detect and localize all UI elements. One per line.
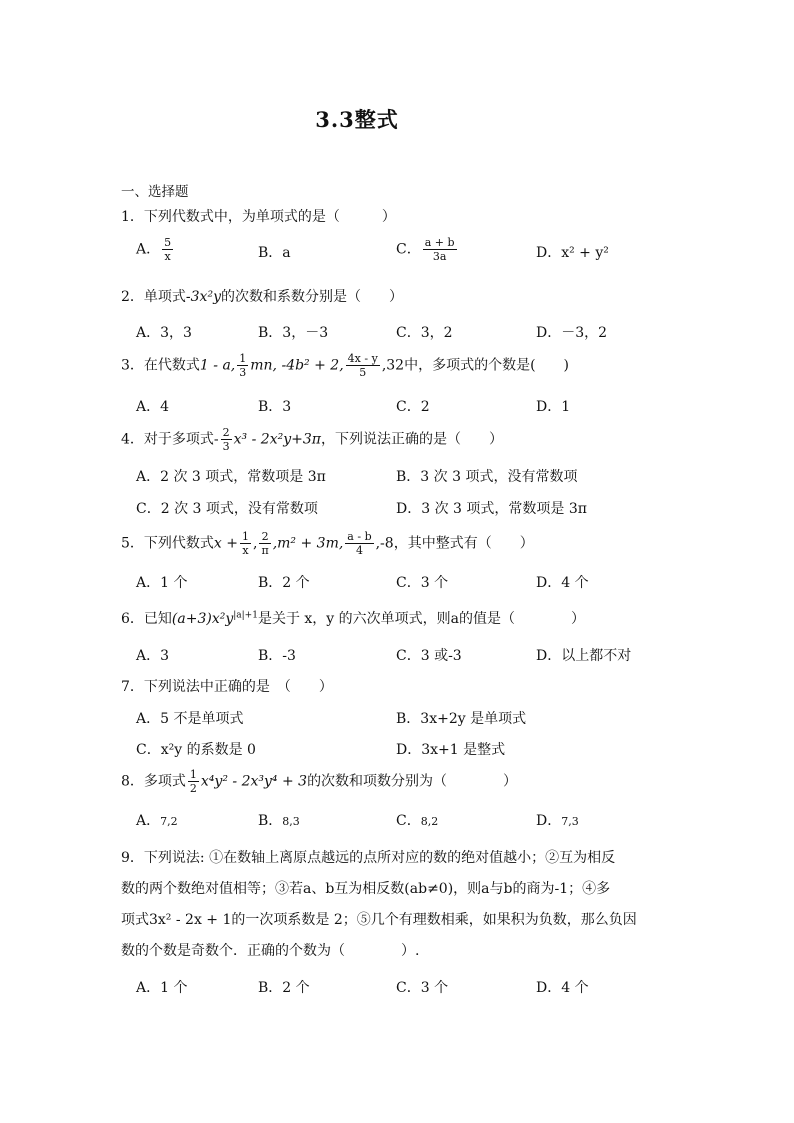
option-b[interactable]: B．a — [258, 245, 291, 261]
fraction: $\frac{a + b}{3a}$ — [424, 236, 455, 263]
fraction: $\frac{4x - y}{5}$ — [347, 352, 378, 379]
option-b[interactable]: B．3x+2y 是单项式 — [396, 711, 527, 727]
question-3-options — [136, 396, 696, 420]
option-b[interactable]: B．-3 — [258, 648, 296, 664]
option-a[interactable]: A．3 — [136, 648, 170, 664]
option-a[interactable]: A．7,2 — [136, 813, 178, 829]
fraction: $\frac{1}{2}$ — [189, 768, 197, 795]
option-d[interactable]: D．以上都不对 — [536, 648, 632, 664]
option-c[interactable]: C．2 次 3 项式，没有常数项 — [136, 501, 318, 517]
option-b[interactable]: B．2 个 — [258, 980, 310, 996]
question-9-options — [136, 977, 696, 1001]
option-d[interactable]: D．1 — [536, 399, 571, 415]
option-c[interactable]: C． $\frac{a + b}{3a}$ — [396, 236, 455, 263]
section-heading: 一、选择题 — [121, 184, 189, 200]
option-c[interactable]: C．2 — [396, 399, 430, 415]
option-a[interactable]: A．2 次 3 项式，常数项是 3π — [136, 469, 326, 485]
option-c[interactable]: C．3，2 — [396, 325, 453, 341]
question-5-stem: 5．下列代数式x + $\frac{1}{x}$ , $\frac{2}{\pi}$ ,m² + 3m, $\frac{a - b}{4}$ ,-8，其中整式有（ ） — [121, 530, 534, 557]
option-a[interactable]: A．4 — [136, 399, 170, 415]
question-7-options-row1 — [136, 708, 696, 732]
option-b[interactable]: B．3 次 3 项式，没有常数项 — [396, 469, 578, 485]
question-6-options — [136, 645, 696, 669]
option-a[interactable]: A． $\frac{5}{x}$ — [136, 236, 172, 263]
question-8-options — [136, 810, 696, 834]
option-d[interactable]: D．3 次 3 项式，常数项是 3π — [396, 501, 587, 517]
question-3-stem: 3．在代数式1 - a, $\frac{1}{3}$ mn, -4b² + 2, $\frac{4x - y}{5}$ ,32中，多项式的个数是( ) — [121, 352, 570, 379]
option-c[interactable]: C．3 个 — [396, 980, 449, 996]
option-b[interactable]: B．3 — [258, 399, 292, 415]
question-5-options — [136, 572, 696, 596]
fraction: $\frac{a - b}{4}$ — [347, 530, 372, 557]
option-c[interactable]: C．3 或-3 — [396, 648, 462, 664]
question-9-line-3: 项式3x² - 2x + 1的一次项系数是 2；⑤几个有理数相乘，如果积为负数，那么负因 — [121, 912, 637, 928]
question-4-options-row1 — [136, 466, 696, 490]
question-6-stem: 6．已知$(a+3)x^2y^{|a|+1}$是关于 x，y 的六次单项式，则a的值是（ ） — [121, 610, 586, 627]
fraction: $\frac{2}{3}$ — [222, 426, 230, 453]
option-d[interactable]: D．4 个 — [536, 980, 589, 996]
question-9-stem — [121, 843, 649, 967]
question-4-stem: 4．对于多项式- $\frac{2}{3}$ x³ - 2x²y+3π，下列说法正确的是（ ） — [121, 426, 503, 453]
option-a[interactable]: A．3，3 — [136, 325, 192, 341]
question-2-stem: 2．单项式-3x²y的次数和系数分别是（ ） — [121, 289, 403, 305]
fraction: $\frac{5}{x}$ — [164, 236, 172, 263]
option-b[interactable]: B．3，－3 — [258, 325, 329, 341]
question-1-stem: 1．下列代数式中，为单项式的是（ ） — [121, 209, 396, 225]
option-c[interactable]: C．3 个 — [396, 575, 449, 591]
option-c[interactable]: C．x²y 的系数是 0 — [136, 742, 256, 758]
question-9-line-1: 9．下列说法: ①在数轴上离原点越远的点所对应的数的绝对值越小；②互为相反 — [121, 850, 616, 866]
option-a[interactable]: A．1 个 — [136, 980, 188, 996]
question-9-line-4: 数的个数是奇数个．正确的个数为（ ）. — [121, 943, 420, 959]
option-d[interactable]: D．－3，2 — [536, 325, 608, 341]
option-a[interactable]: A．5 不是单项式 — [136, 711, 244, 727]
question-7-options-row2 — [136, 739, 696, 763]
question-4-options-row2 — [136, 498, 696, 522]
question-2-options — [136, 322, 696, 346]
option-a[interactable]: A．1 个 — [136, 575, 188, 591]
fraction: $\frac{1}{x}$ — [242, 530, 249, 557]
question-9-line-2: 数的两个数绝对值相等；③若a、b互为相反数(ab≠0)，则a与b的商为-1；④多 — [121, 881, 611, 897]
option-d[interactable]: D．4 个 — [536, 575, 589, 591]
option-b[interactable]: B．8,3 — [258, 813, 300, 829]
fraction: $\frac{2}{\pi}$ — [261, 530, 269, 557]
question-8-stem: 8．多项式 $\frac{1}{2}$ x⁴y² - 2x³y⁴ + 3的次数和项数分别为（ ） — [121, 768, 518, 795]
option-c[interactable]: C．8,2 — [396, 813, 439, 829]
question-7-stem: 7．下列说法中正确的是 （ ） — [121, 679, 333, 695]
option-d[interactable]: D．x² + y² — [536, 245, 609, 261]
option-d[interactable]: D．3x+1 是整式 — [396, 742, 506, 758]
option-b[interactable]: B．2 个 — [258, 575, 310, 591]
fraction: $\frac{1}{3}$ — [239, 352, 247, 379]
page-title: 3.3整式 — [315, 107, 399, 132]
option-d[interactable]: D．7,3 — [536, 813, 579, 829]
question-1-options — [136, 236, 696, 263]
